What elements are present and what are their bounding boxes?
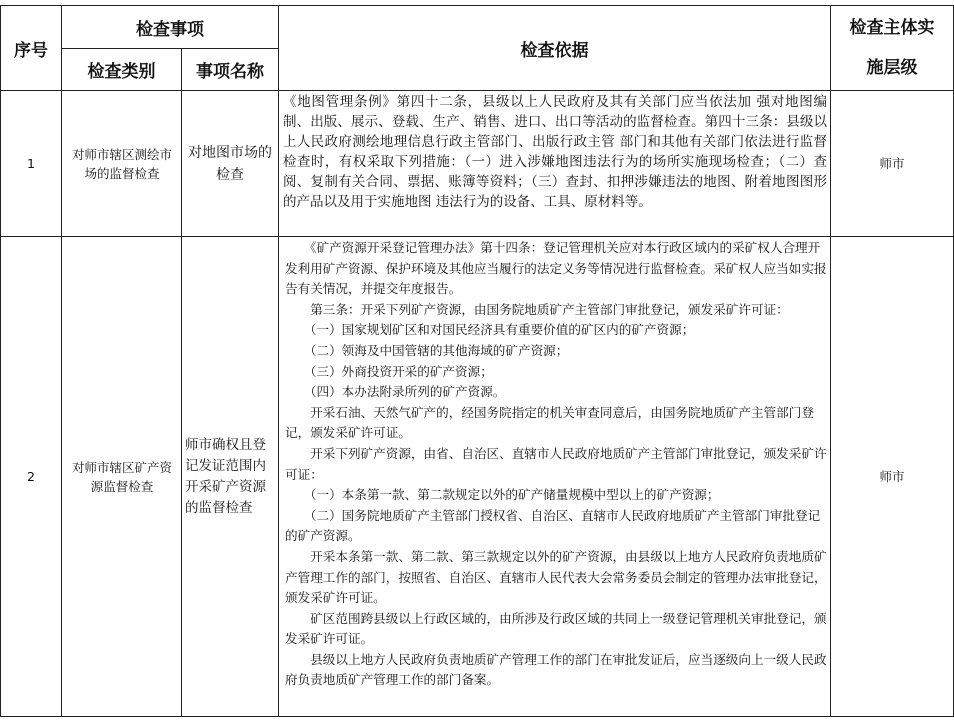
header-items-group: 检查事项 xyxy=(136,19,204,40)
row1-item-name: 对地图市场的检查 xyxy=(188,144,272,183)
row2-basis-para: 开采下列矿产资源，由省、自治区、直辖市人民政府地质矿产主管部门审批登记，颁发采矿许可证： xyxy=(285,445,827,482)
header-item-name: 事项名称 xyxy=(196,62,264,82)
row1-category: 对师市辖区测绘市场的监督检查 xyxy=(71,146,172,181)
row2-basis-para: 矿区范围跨县级以上行政区域的，由所涉及行政区域的共同上一级登记管理机关审批登记，颁发采矿许可证。 xyxy=(285,610,827,647)
row2-basis-para: 县级以上地方人民政府负责地质矿产管理工作的部门在审批发证后，应当逐级向上一级人民政府负责地质矿产管理工作的部门备案。 xyxy=(285,651,827,688)
row2-basis-para: 《矿产资源开采登记管理办法》第十四条：登记管理机关应对本行政区域内的采矿权人合理开发利用矿产资源、保护环境及其他应当履行的法定义务等情况进行监督检查。采矿权人应当如实报告有关情况，并提交年度报告。 xyxy=(285,240,827,297)
header-level xyxy=(831,6,953,90)
row2-basis-para: 第三条：开采下列矿产资源，由国务院地质矿产主管部门审批登记，颁发采矿许可证： xyxy=(285,301,789,317)
row2-basis-para: （二）国务院地质矿产主管部门授权省、自治区、直辖市人民政府地质矿产主管部门审批登记的矿产资源。 xyxy=(285,507,821,544)
row2-basis xyxy=(285,238,827,716)
row2-level: 师市 xyxy=(879,469,905,484)
col-divider-3 xyxy=(278,5,279,717)
row1-basis-text: 《地图管理条例》第四十二条，县级以上人民政府及其有关部门应当依法加 强对地图编制、出版、展示、登载、生产、销售、进口、出口等活动的监督检查。第四十三条：县级以上人民政府测绘地理信息行政主管部门、出版行政主管 部门和其他有关部门依法进行监督检查时，有权采取下列措施：（一）进入涉嫌地图违法行为的场所实施现场检查；（二）查阅、复制有关合同、票据、账簿等资料；（三）查封、扣押涉嫌违法的地图、附着地图图形的产品以及用于实施地图 违法行为的设备、工具、原材料等。 xyxy=(283,94,827,210)
row2-category: 对师市辖区矿产资源监督检查 xyxy=(71,459,172,494)
row2-basis-para: （一）本条第一款、第二款规定以外的矿产储量规模中型以上的矿产资源； xyxy=(285,487,720,503)
row2-basis-para: 开采本条第一款、第二款、第三款规定以外的矿产资源，由县级以上地方人民政府负责地质矿产管理工作的部门，按照省、自治区、直辖市人民代表大会常务委员会制定的管理办法审批登记，颁发采矿许可证。 xyxy=(285,548,827,606)
row2-basis-para: （二）领海及中国管辖的其他海域的矿产资源； xyxy=(285,342,569,358)
header-level-line1: 检查主体实 xyxy=(849,18,935,38)
header-basis: 检查依据 xyxy=(520,40,589,61)
col-divider-2 xyxy=(181,48,182,717)
row2-basis-para: （三）外商投资开采的矿产资源； xyxy=(285,363,493,379)
header-seq: 序号 xyxy=(14,40,48,61)
row2-basis-para: 开采石油、天然气矿产的，经国务院指定的机关审查同意后，由国务院地质矿产主管部门登记，颁发采矿许可证。 xyxy=(285,404,814,441)
row2-seq: 2 xyxy=(27,469,35,484)
row1-basis xyxy=(283,92,827,235)
row2-basis-para: （一）国家规划矿区和对国民经济具有重要价值的矿区内的矿产资源； xyxy=(285,322,695,338)
row1-seq: 1 xyxy=(27,156,35,171)
header-level-line2: 施层级 xyxy=(866,58,918,78)
header-category: 检查类别 xyxy=(87,62,156,82)
col-divider-1 xyxy=(61,5,62,717)
table-border-bottom xyxy=(0,716,954,717)
row2-item-name: 师市确权且登记发证范围内开采矿产资源的监督检查 xyxy=(185,436,266,516)
row2-basis-para: （四）本办法附录所列的矿产资源。 xyxy=(285,384,506,400)
row1-level: 师市 xyxy=(879,156,905,171)
